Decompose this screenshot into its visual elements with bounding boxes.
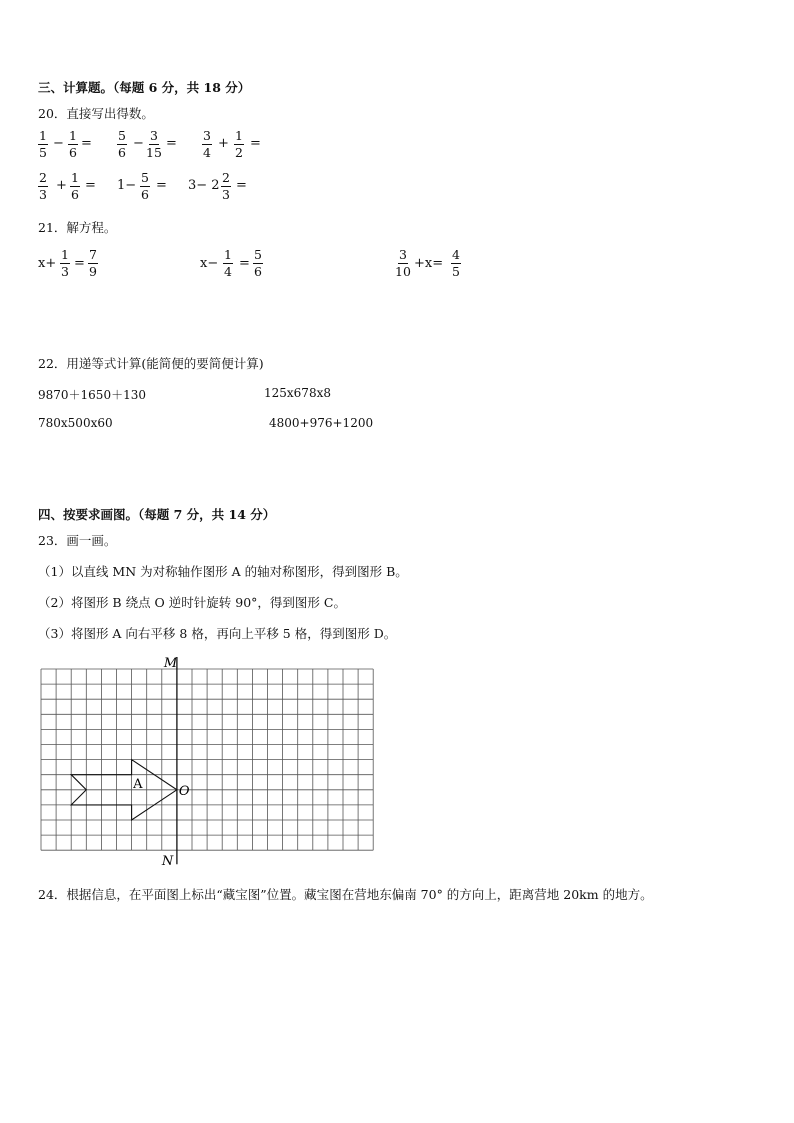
q21-label: 21．解方程。 — [38, 220, 117, 235]
label-o: O — [178, 783, 190, 799]
grid-lines — [41, 669, 373, 850]
q22-label: 22．用递等式计算(能简便的要简便计算) — [38, 356, 264, 371]
fraction: $\frac{1}{6}$ — [71, 170, 79, 202]
q23-step-3: （3）将图形 A 向右平移 8 格，再向上平移 5 格，得到图形 D。 — [38, 626, 397, 641]
fraction: $\frac{1}{4}$ — [224, 247, 232, 279]
fraction: $\frac{3}{4}$ — [203, 128, 211, 160]
q20-label: 20．直接写出得数。 — [38, 106, 154, 121]
fraction: $\frac{7}{9}$ — [89, 247, 97, 279]
fraction: $\frac{1}{5}$ — [39, 128, 47, 160]
section-3-title: 三、计算题。（每题 6 分，共 18 分） — [38, 80, 251, 95]
label-m: M — [163, 656, 178, 671]
fraction: $\frac{2}{3}$ — [222, 170, 230, 202]
fraction: $\frac{5}{6}$ — [118, 128, 126, 160]
fraction: $\frac{1}{2}$ — [235, 128, 243, 160]
fraction: $\frac{2}{3}$ — [39, 170, 47, 202]
q23-step-1: （1）以直线 MN 为对称轴作图形 A 的轴对称图形，得到图形 B。 — [38, 564, 408, 579]
section-4-title: 四、按要求画图。（每题 7 分，共 14 分） — [38, 507, 276, 522]
fraction: $\frac{4}{5}$ — [452, 247, 460, 279]
label-n: N — [161, 854, 174, 870]
q22-item-1: 9870＋1650＋130 — [38, 388, 146, 402]
q23-label: 23．画一画。 — [38, 533, 117, 548]
fraction: $\frac{5}{6}$ — [141, 170, 149, 202]
fraction: $\frac{1}{3}$ — [61, 247, 69, 279]
q22-item-3: 780x500x60 — [38, 416, 113, 430]
q23-step-2: （2）将图形 B 绕点 O 逆时针旋转 90°，得到图形 C。 — [38, 595, 346, 610]
q24-label: 24．根据信息，在平面图上标出“藏宝图”位置。藏宝图在营地东偏南 70° 的方向上，距离营地 20km 的地方。 — [38, 887, 653, 902]
fraction: $\frac{5}{6}$ — [254, 247, 262, 279]
fraction: $\frac{3}{15}$ — [146, 128, 162, 160]
label-a: A — [133, 776, 143, 792]
q22-item-2: 125x678x8 — [264, 386, 331, 400]
fraction: $\frac{1}{6}$ — [69, 128, 77, 160]
fraction: $\frac{3}{10}$ — [395, 247, 411, 279]
q22-item-4: 4800+976+1200 — [269, 416, 374, 430]
